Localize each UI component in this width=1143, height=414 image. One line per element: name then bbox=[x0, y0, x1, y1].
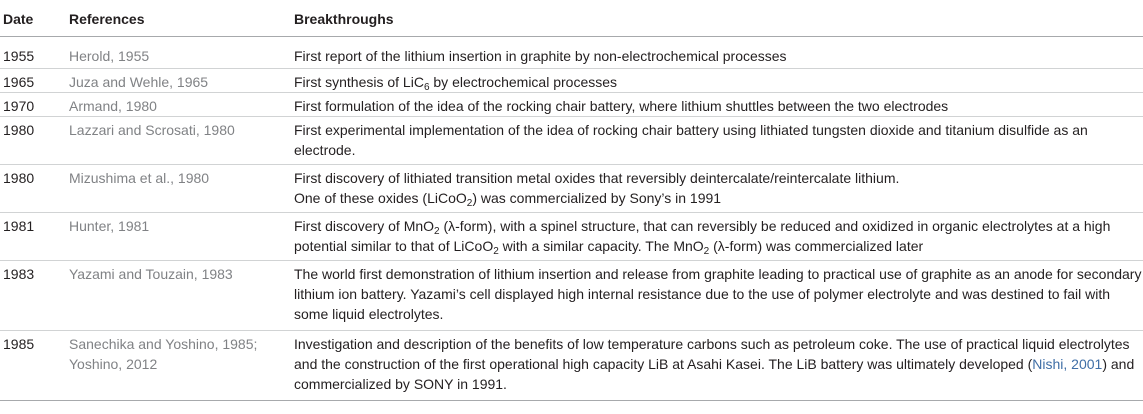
date-cell: 1965 bbox=[0, 69, 67, 93]
table-row bbox=[0, 165, 1143, 213]
reference-cell[interactable]: Sanechika and Yoshino, 1985; Yoshino, 2012 bbox=[67, 331, 291, 401]
table-row bbox=[0, 37, 1143, 69]
reference-cell[interactable]: Hunter, 1981 bbox=[67, 213, 291, 261]
breakthrough-cell: First synthesis of LiC$_6$ by electrochemical processes bbox=[291, 69, 1143, 93]
reference-cell[interactable]: Yazami and Touzain, 1983 bbox=[67, 261, 291, 331]
table-row bbox=[0, 69, 1143, 93]
breakthrough-cell: Investigation and description of the benefits of low temperature carbons such as petroleum coke. The use of practical liquid electrolytes and the construction of the first operational high capacity LiB at Asahi Kasei. The LiB battery was ultimately developed (Nishi, 2001) and commercialized by SONY in 1991. bbox=[291, 331, 1143, 401]
breakthrough-cell: First discovery of MnO$_2$ (λ-form), with a spinel structure, that can reversibly be reduced and oxidized in organic electrolytes at a high potential similar to that of LiCoO$_2$ with a similar capacity. The MnO$_2$ (λ-form) was commercialized later bbox=[291, 213, 1143, 261]
reference-cell[interactable]: Herold, 1955 bbox=[67, 37, 291, 69]
reference-cell[interactable]: Armand, 1980 bbox=[67, 93, 291, 117]
breakthrough-cell: First discovery of lithiated transition metal oxides that reversibly deintercalate/reintercalate lithium. One of these oxides (LiCoO$_2$) was commercialized by Sony’s in 1991 bbox=[291, 165, 1143, 213]
table-row bbox=[0, 213, 1143, 261]
date-cell: 1955 bbox=[0, 37, 67, 69]
reference-cell[interactable]: Mizushima et al., 1980 bbox=[67, 165, 291, 213]
breakthrough-cell: First formulation of the idea of the rocking chair battery, where lithium shuttles between the two electrodes bbox=[291, 93, 1143, 117]
table-row bbox=[0, 117, 1143, 165]
reference-cell[interactable]: Lazzari and Scrosati, 1980 bbox=[67, 117, 291, 165]
header-row bbox=[0, 0, 1143, 37]
table-row bbox=[0, 331, 1143, 401]
breakthrough-cell: The world first demonstration of lithium insertion and release from graphite leading to practical use of graphite as an anode for secondary lithium ion battery. Yazami’s cell displayed high internal resistance due to the use of polymer electrolyte and was destined to fail with some liquid electrolytes. bbox=[291, 261, 1143, 331]
date-header: Date bbox=[0, 0, 67, 37]
date-cell: 1983 bbox=[0, 261, 67, 331]
table-row bbox=[0, 93, 1143, 117]
breakthrough-cell: First experimental implementation of the idea of rocking chair battery using lithiated tungsten dioxide and titanium disulfide as an electrode. bbox=[291, 117, 1143, 165]
date-cell: 1985 bbox=[0, 331, 67, 401]
date-cell: 1970 bbox=[0, 93, 67, 117]
breakthroughs-header: Breakthroughs bbox=[291, 0, 1143, 37]
reference-cell[interactable]: Juza and Wehle, 1965 bbox=[67, 69, 291, 93]
table-row bbox=[0, 261, 1143, 331]
date-cell: 1981 bbox=[0, 213, 67, 261]
breakthrough-cell: First report of the lithium insertion in graphite by non-electrochemical processes bbox=[291, 37, 1143, 69]
date-cell: 1980 bbox=[0, 117, 67, 165]
citation-link[interactable]: Nishi, 2001 bbox=[1032, 356, 1103, 372]
references-header: References bbox=[67, 0, 291, 37]
date-cell: 1980 bbox=[0, 165, 67, 213]
